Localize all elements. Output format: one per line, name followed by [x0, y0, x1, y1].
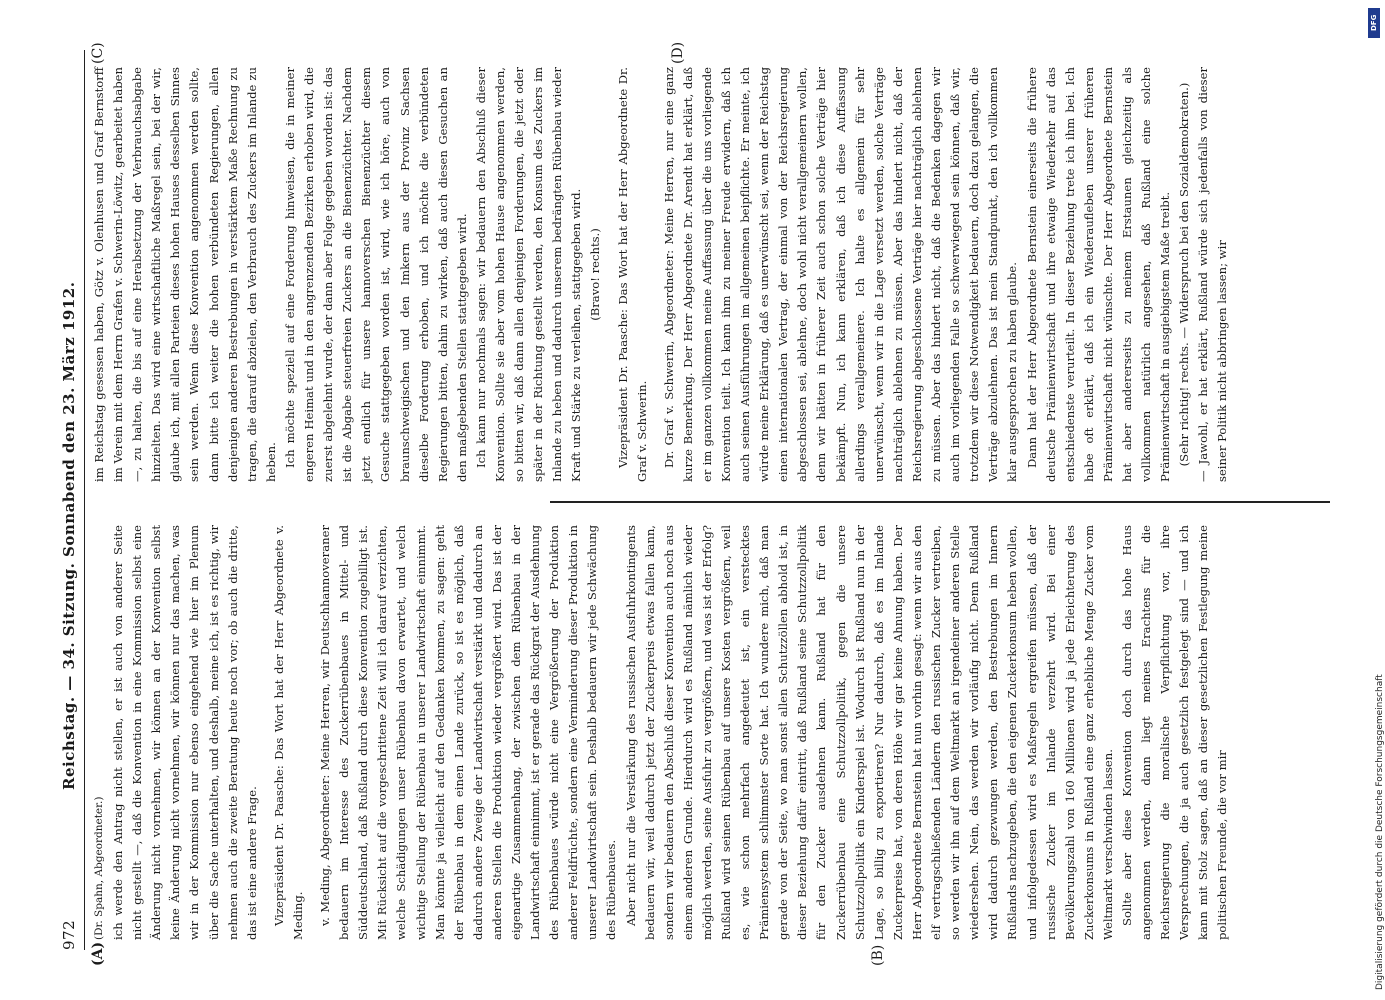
margin-marker-b: (B): [870, 944, 886, 966]
document-page: [50, 20, 1330, 980]
paragraph: (Bravo! rechts.): [588, 228, 603, 321]
margin-marker-d: (D): [670, 41, 686, 64]
paragraph: Ich kann nur nochmals sagen: wir bedauern den Abschluß dieser Konvention. Sollte sie aber vom hohen Hause angenommen werden, so bitten wir, daß dann allen denjenigen Forderungen, die jetzt oder später in der Richtung gestellt werden, den Konsum des Zuckers im Inlande zu heben und dadurch unserem bedrängten Rübenbau wieder Kraft und Stärke zu verleihen, stattgegeben wird.: [473, 67, 584, 482]
paragraph: Aber nicht nur die Verstärkung des russischen Ausfuhrkontingents bedauern wir, weil dadurch jetzt der Zuckerpreis etwas fallen kann, sondern wir bedauern den Abschluß dieser Konvention auch noch aus einem anderen Grunde. Hierdurch wird es Rußland nämlich wieder möglich werden, seine Ausfuhr zu vergrößern, und was ist der Erfolg? Rußland wird seinen Rübenbau auf unsere Kosten vergrößern, weil es, wie schon mehrfach angedeutet ist, ein verstecktes Prämiensystem schlimmster Sorte hat. Ich wundere mich, daß man gerade von der Seite, wo man sonst allen Schutzzöllen abhold ist, in dieser Beziehung dafür eintritt, daß Rußland seine Schutzzollpolitik für den Zucker ausdehnen kann. Rußland hat für den Zuckerrübenbau eine Schutzzollpolitik, gegen die unsere Schutzzollpolitik ein Kinderspiel ist. Wodurch ist Rußland nun in der Lage, so billig zu exportieren? Nur dadurch, daß es im Inlande Zuckerpreise hat, von deren Höhe wir gar keine Ahnung haben. Der Herr Abgeordnete Bernstein hat nun vorhin gesagt: wenn wir aus den elf vertragschließenden Ländern den russischen Zucker vertreiben, so werden wir ihn auf dem Weltmarkt an irgendeiner anderen Stelle wiedersehen. Nein, das werden wir vorläufig nicht. Denn Rußland wird dadurch gezwungen werden, den Bestrebungen im Innern Rußlands nachzugeben, die den eigenen Zuckerkonsum heben wollen, und infolgedessen wird es Maßregeln ergreifen müssen, daß der russische Zucker im Inlande verzehrt wird. Bei einer Bevölkerungszahl von 160 Millionen wird ja jede Erleichterung des Zuckerkonsums in Rußland eine ganz erhebliche Menge Zucker vom Weltmarkt verschwinden lassen.: [623, 525, 1115, 940]
paragraph: Dann hat der Herr Abgeordnete Bernstein einerseits die frühere deutsche Prämienwirtschaft und ihre etwaige Wiederkehr auf das entschiedenste verurteilt. In dieser Beziehung trete ich ihm bei. Ich habe oft erklärt, daß ich ein Wiederaufleben unserer früheren Prämienwirtschaft nicht wünschte. Der Herr Abgeordnete Bernstein hat aber andererseits zu meinem Erstaunen gleichzeitig als vollkommen natürlich angesehen, daß Rußland eine solche Prämienwirtschaft in ausgiebigstem Maße treibt.: [1024, 67, 1173, 482]
paragraph: Dr. Graf v. Schwerin, Abgeordneter: Meine Herren, nur eine ganz kurze Bemerkung. Der Herr Abgeordnete Dr. Arendt hat erklärt, daß er im ganzen vollkommen meine Auffassung über die uns vorliegende Konvention teilt. Ich kann ihm zu meiner Freude erwidern, daß ich auch seinen Ausführungen im allgemeinen beipflichte. Er meinte, ich würde meine Erklärung, daß es unerwünscht sei, wenn der Reichstag einen internationalen Vertrag, der einmal von der Reichsregierung abgeschlossen sei, ablehne, doch wohl nicht verallgemeinern wollen, denn wir hätten in früherer Zeit auch schon solche Verträge hier bekämpft. Nun, ich kann erklären, daß ich diese Auffassung allerdings verallgemeinere. Ich halte es allgemein für sehr unerwünscht, wenn wir in die Lage versetzt werden, solche Verträge nachträglich ablehnen zu müssen. Aber das hindert nicht, daß der Reichsregierung abgeschlossene Verträge hier nachträglich ablehnen zu müssen. Aber das hindert nicht, daß die Bedenken dagegen wir auch im vorliegenden Falle so schwerwiegend sein können, daß wir, trotzdem wir diese Notwendigkeit bedauern, doch dazu gelangen, die Verträge abzulehnen. Das ist mein Standpunkt, den ich vollkommen klar ausgesprochen zu haben glaube.: [661, 67, 1020, 482]
column-divider: [550, 501, 1330, 503]
paragraph: v. Meding, Abgeordneter: Meine Herren, wir Deutschhannoveraner bedauern im Interesse des Zuckerrübenbaues in Mittel- und Süddeutschland, daß Rußland durch diese Konvention zugebilligt ist. Mit Rücksicht auf die vorgeschrittene Zeit will ich darauf verzichten, welche Schädigungen unser Rübenbau davon erwartet, und welch wichtige Stellung der Rübenbau in unserer Landwirtschaft einnimmt. Man könnte ja vielleicht auf den Gedanken kommen, zu sagen: geht der Rübenbau in dem einen Lande zurück, so ist es möglich, daß dadurch andere Zweige der Landwirtschaft verstärkt und dadurch an anderen Stellen die Produktion wieder vergrößert wird. Das ist der eigenartige Zusammenhang, der zwischen dem Rübenbau in der Landwirtschaft einnimmt, ist er gerade das Rückgrat der Ausdehnung des Rübenbaues würde nicht eine Vergrößerung der Produktion anderer Feldfrüchte, sondern eine Verminderung dieser Produktion in unserer Landwirtschaft sein. Deshalb bedauern wir jede Schwächung des Rübenbaues.: [318, 525, 619, 940]
paragraph: (Sehr richtig! rechts. — Widerspruch bei den Sozialdemokraten.): [1177, 82, 1192, 467]
header-rule: [84, 50, 85, 950]
paragraph-gap: [652, 67, 660, 482]
paragraph: — Jawohl, er hat erklärt, Rußland würde sich jedenfalls von dieser seiner Politik nicht abbringen lassen; wir: [1196, 67, 1230, 482]
paragraph: Ich möchte speziell auf eine Forderung hinweisen, die in meiner engeren Heimat und in den angrenzenden Bezirken erhoben wird, die zuerst abgelehnt wurde, der dann aber Folge gegeben worden ist: das ist die Abgabe steuerfreien Zuckers an die Bienenzüchter. Nachdem jetzt endlich für unsere hannoverschen Bienenzüchter diesem Gesuche stattgegeben worden ist, wird, wie ich höre, auch von braunschweigischen und den Imkern aus der Provinz Sachsen dieselbe Forderung erhoben, und ich möchte die verbündeten Regierungen bitten, dahin zu wirken, daß auch diesen Gesuchen an den maßgebenden Stellen stattgegeben wird.: [282, 67, 469, 482]
dfg-logo: DFG: [1368, 8, 1380, 38]
left-text-column: [90, 525, 1315, 940]
paragraph: im Reichstag gesessen haben, Götz v. Olenhusen und Graf Bernstorff im Verein mit dem Herrn Grafen v. Schwerin-Löwitz, gearbeitet haben —, zu halten, die bis auf eine Herabsetzung der Verbrauchsabgabe hinzielten. Das wird eine wirtschaftliche Maßregel sein, bei der wir, glaube ich, mit allen Parteien dieses hohen Hauses desselben Sinnes sein werden. Wenn diese Konvention angenommen werden sollte, dann bitte ich weiter die hohen verbündeten Regierungen, allen denjenigen anderen Bestrebungen in verstärktem Maße Rechnung zu tragen, die darauf abzielen, den Verbrauch des Zuckers im Inlande zu heben.: [92, 67, 278, 482]
digitization-credit: Digitalisierung gefördert durch die Deutsche Forschungsgemeinschaft: [1375, 674, 1385, 990]
paragraph: (Dr. Spahn, Abgeordneter.): [93, 796, 105, 940]
paragraph-gap: [262, 525, 270, 940]
paragraph: Vizepräsident Dr. Paasche: Das Wort hat der Herr Abgeordnete v. Meding.: [271, 525, 305, 940]
page-header: [58, 50, 84, 950]
margin-marker-c: (C): [90, 42, 106, 64]
paragraph: Vizepräsident Dr. Paasche: Das Wort hat der Herr Abgeordnete Dr. Graf v. Schwerin.: [615, 67, 649, 482]
page-title: Reichstag. — 34. Sitzung. Sonnabend den 23. März 1912.: [60, 281, 78, 790]
paragraph-gap: [308, 525, 316, 940]
paragraph-gap: [606, 67, 614, 482]
paragraph: Sollte aber diese Konvention doch durch das hohe Haus angenommen werden, dann liegt meines Erachtens für die Reichsregierung die moralische Verpflichtung vor, ihre Versprechungen, die ja auch gesetzlich festgelegt sind — und ich kann mit Stolz sagen, daß an dieser gesetzlichen Festlegung meine politischen Freunde, die vor mir: [1119, 525, 1230, 940]
paragraph: ich werde den Antrag nicht stellen, er ist auch von anderer Seite nicht gestellt —, daß die Konvention in eine Kommission selbst eine Änderung nicht vornehmen, wir können an der Konvention selbst keine Änderung nicht vornehmen, wir können nur das machen, was wir in der Kommission nur ebenso eingehend wie hier im Plenum über die Sache unterhalten, und deshalb, meine ich, ist es richtig, wir nehmen auch die zweite Beratung heute noch vor; ob auch die dritte, das ist eine andere Frage.: [111, 525, 259, 940]
margin-marker-a: (A): [90, 941, 106, 966]
page-number: 972: [60, 919, 78, 950]
right-text-column: [90, 67, 1315, 482]
